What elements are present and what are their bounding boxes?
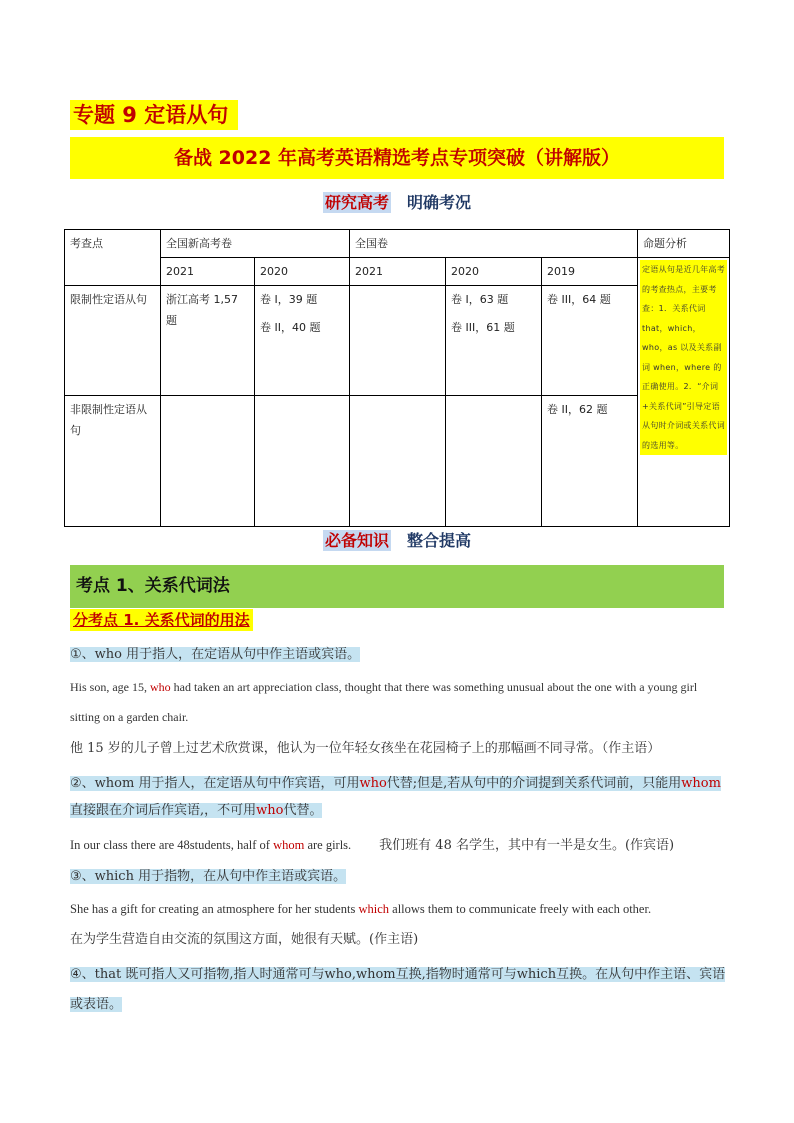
example-text: In our class there are 48students, half of: [70, 838, 274, 852]
rule-text: 直接跟在介词后作宾语,，不可用: [70, 803, 257, 818]
table-row: [65, 396, 730, 527]
year-header: 2019: [542, 258, 638, 286]
section-heading-research: [0, 190, 794, 213]
analysis-note: 定语从句是近几年高考的考查热点，主要考查：1．关系代词 that，which，who，as 以及关系副词 when，where 的正确使用。2．“介词+关系代词”引导定语从句时介词或关系代词的选用等。: [640, 260, 727, 455]
rule-who: [70, 644, 726, 665]
example-text: had taken an art appreciation class, thought that there was something unusual about the one with a young girl sitting on a garden chair.: [70, 680, 698, 724]
kaodian-heading: 考点 1、关系代词法: [70, 565, 724, 608]
section-heading-highlight: 必备知识: [324, 531, 389, 550]
cell-nat-2019: 卷 II，62 题: [542, 396, 638, 527]
relative-pronoun: who: [150, 680, 171, 694]
relative-pronoun: who: [256, 803, 284, 818]
cell-nat-2019: 卷 III，64 题: [542, 286, 638, 396]
relative-pronoun: which: [358, 902, 390, 916]
example-chinese: 我们班有 48 名学生，其中有一半是女生。(作宾语): [379, 838, 675, 853]
cell-new-2020: [255, 396, 350, 527]
rule-text: ①、who 用于指人，在定语从句中作主语或宾语。: [70, 647, 361, 662]
header-kaochadian: 考查点: [65, 230, 161, 286]
exam-analysis-table: [64, 229, 730, 527]
relative-pronoun: whom: [681, 776, 721, 791]
cell-new-2021: [161, 396, 255, 527]
rule-that: [70, 960, 726, 1020]
section-heading-rest: 整合提高: [407, 531, 472, 550]
example-whom: [70, 830, 730, 861]
rule-text: ③、which 用于指物，在从句中作主语或宾语。: [70, 869, 347, 884]
header-analysis: 命题分析: [638, 230, 730, 258]
relative-pronoun: which: [516, 967, 557, 982]
section-heading-rest: 明确考况: [407, 193, 472, 212]
cell-new-2021: 浙江高考 1,57 题: [161, 286, 255, 396]
cell-nat-2021: [350, 396, 446, 527]
relative-pronoun: whom: [273, 838, 305, 852]
row-point: 限制性定语从句: [65, 286, 161, 396]
example-text: She has a gift for creating an atmosphere for her students: [70, 902, 359, 916]
example-english: [70, 672, 730, 732]
rule-which: [70, 866, 726, 887]
year-header: 2020: [255, 258, 350, 286]
rule-text: ④、that 既可指人又可指物,指人时通常可与: [70, 967, 325, 982]
cell-nat-2020: [446, 396, 542, 527]
header-new-gaokao: 全国新高考卷: [161, 230, 350, 258]
sub-kaodian-heading: 分考点 1. 关系代词的用法: [70, 609, 253, 631]
cell-line: 卷 I，63 题: [451, 293, 509, 306]
document-subtitle: 备战 2022 年高考英语精选考点专项突破（讲解版）: [70, 137, 724, 179]
rule-text: ②、whom 用于指人，在定语从句中作宾语，可用: [70, 776, 360, 791]
example-chinese: 他 15 岁的儿子曾上过艺术欣赏课，他认为一位年轻女孩坐在花园椅子上的那幅画不同寻常。（作主语）: [70, 741, 661, 756]
rule-text: 代替。: [283, 803, 323, 818]
rule-text: 互换,指物时通常可与: [395, 967, 517, 982]
cell-line: 卷 I，39 题: [260, 293, 318, 306]
cell-line: 卷 III，61 题: [451, 321, 515, 334]
example-chinese: 在为学生营造自由交流的氛围这方面，她很有天赋。(作主语): [70, 932, 419, 947]
analysis-cell: [638, 258, 730, 527]
cell-new-2020: [255, 286, 350, 396]
example-text: His son, age 15,: [70, 680, 150, 694]
cell-nat-2021: [350, 286, 446, 396]
section-heading-knowledge: [0, 528, 794, 551]
year-header: 2020: [446, 258, 542, 286]
rule-text: 代替;但是,若从句中的介词提到关系代词前，只能用: [386, 776, 682, 791]
example-text: allows them to communicate freely with each other.: [389, 902, 652, 916]
relative-pronoun: who: [359, 776, 387, 791]
example-text: are girls.: [304, 838, 352, 852]
header-national: 全国卷: [350, 230, 638, 258]
section-heading-highlight: 研究高考: [324, 193, 389, 212]
table-row: [65, 286, 730, 396]
cell-line: 卷 II，40 题: [260, 321, 321, 334]
example-which: [70, 894, 760, 924]
cell-nat-2020: [446, 286, 542, 396]
rule-text: 互换。在从句中作主语、宾语或表语。: [70, 967, 726, 1012]
year-header: 2021: [161, 258, 255, 286]
year-header: 2021: [350, 258, 446, 286]
row-point: 非限制性定语从句: [65, 396, 161, 527]
relative-pronoun: who,whom: [324, 967, 396, 982]
topic-title: 专题 9 定语从句: [70, 100, 238, 130]
rule-whom: [70, 770, 726, 824]
